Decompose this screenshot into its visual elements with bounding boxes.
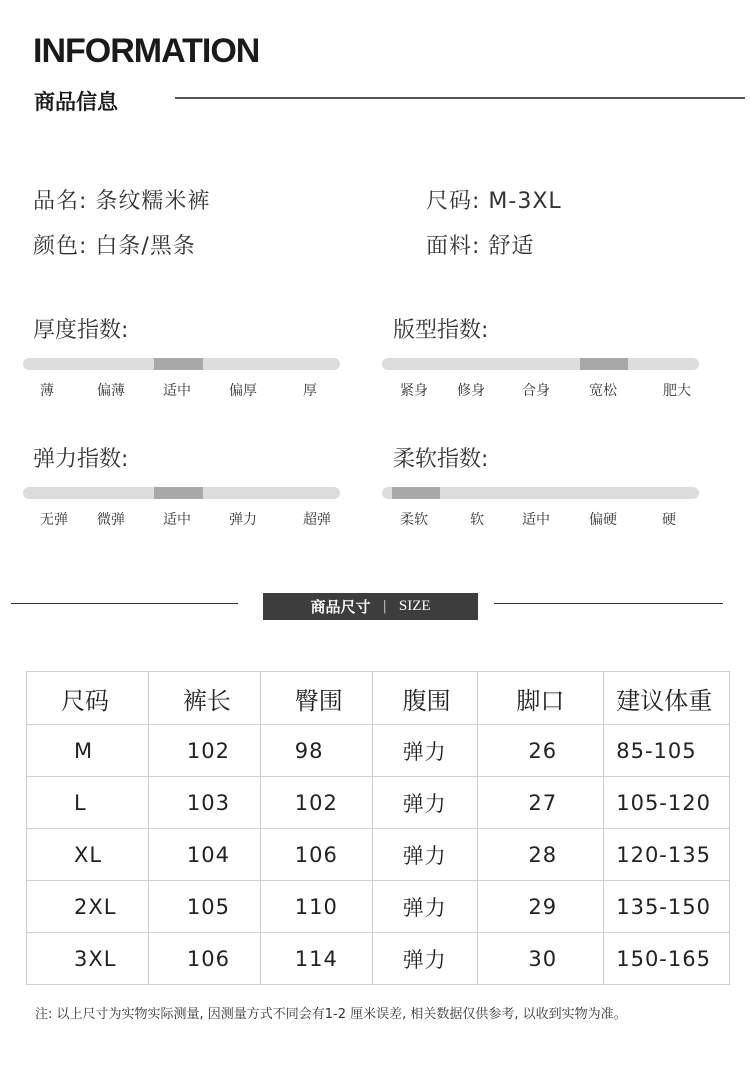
- table-cell: 30: [478, 933, 604, 985]
- index-label: 适中: [163, 383, 191, 399]
- table-cell: 102: [148, 725, 260, 777]
- table-cell: 105-120: [604, 777, 730, 829]
- size-table: [26, 671, 730, 985]
- measurement-note: 注: 以上尺寸为实物实际测量, 因测量方式不同会有1-2 厘米误差, 相关数据仅供参考, 以收到实物为准。: [35, 1007, 627, 1022]
- table-row: [27, 933, 730, 985]
- table-cell: 弹力: [372, 777, 478, 829]
- index-label: 无弹: [40, 512, 68, 528]
- table-cell: 3XL: [27, 933, 149, 985]
- fit-index-title: 版型指数:: [393, 318, 489, 343]
- index-label: 薄: [40, 383, 54, 399]
- table-cell: 105: [148, 881, 260, 933]
- table-cell: XL: [27, 829, 149, 881]
- table-header-row: [27, 672, 730, 725]
- product-fabric: 面料: 舒适: [426, 234, 535, 259]
- index-label: 厚: [303, 383, 317, 399]
- thickness-index-bar: [23, 358, 340, 370]
- softness-index-title: 柔软指数:: [393, 447, 489, 472]
- header-divider: [175, 97, 745, 99]
- size-section-label-en: SIZE: [398, 598, 431, 614]
- product-color: 颜色: 白条/黑条: [33, 234, 196, 259]
- softness-index-bar: [382, 487, 699, 499]
- index-label: 修身: [457, 383, 485, 399]
- table-cell: 2XL: [27, 881, 149, 933]
- table-cell: 103: [148, 777, 260, 829]
- index-label: 偏硬: [589, 512, 617, 528]
- index-label: 适中: [522, 512, 550, 528]
- index-label: 偏厚: [229, 383, 257, 399]
- table-cell: 弹力: [372, 933, 478, 985]
- column-header: 腹围: [372, 672, 478, 725]
- table-cell: 114: [260, 933, 372, 985]
- table-cell: 28: [478, 829, 604, 881]
- table-row: [27, 777, 730, 829]
- index-label: 超弹: [303, 512, 331, 528]
- column-header: 臀围: [260, 672, 372, 725]
- index-label: 肥大: [663, 383, 691, 399]
- table-row: [27, 829, 730, 881]
- table-cell: 85-105: [604, 725, 730, 777]
- page-title: INFORMATION: [33, 32, 260, 70]
- index-label: 偏薄: [97, 383, 125, 399]
- table-cell: 弹力: [372, 881, 478, 933]
- size-section-separator: |: [382, 599, 387, 614]
- product-size-range: 尺码: M-3XL: [426, 189, 562, 214]
- table-cell: 110: [260, 881, 372, 933]
- table-cell: 27: [478, 777, 604, 829]
- column-header: 裤长: [148, 672, 260, 725]
- index-label: 微弹: [97, 512, 125, 528]
- elasticity-index-title: 弹力指数:: [33, 447, 129, 472]
- table-cell: 弹力: [372, 829, 478, 881]
- column-header: 尺码: [27, 672, 149, 725]
- index-label: 硬: [662, 512, 676, 528]
- table-cell: 29: [478, 881, 604, 933]
- column-header: 建议体重: [604, 672, 730, 725]
- table-row: [27, 881, 730, 933]
- table-cell: 102: [260, 777, 372, 829]
- size-section-header: [263, 593, 478, 620]
- table-row: [27, 725, 730, 777]
- index-label: 宽松: [589, 383, 617, 399]
- table-cell: 104: [148, 829, 260, 881]
- table-cell: 26: [478, 725, 604, 777]
- column-header: 脚口: [478, 672, 604, 725]
- softness-index-marker: [392, 487, 440, 499]
- table-cell: 150-165: [604, 933, 730, 985]
- index-label: 软: [470, 512, 484, 528]
- thickness-index-title: 厚度指数:: [33, 318, 129, 343]
- elasticity-index-bar: [23, 487, 340, 499]
- table-cell: 106: [148, 933, 260, 985]
- index-label: 柔软: [400, 512, 428, 528]
- size-divider-right: [494, 603, 723, 604]
- size-divider-left: [11, 603, 238, 604]
- table-cell: M: [27, 725, 149, 777]
- elasticity-index-marker: [154, 487, 203, 499]
- index-label: 弹力: [229, 512, 257, 528]
- page-subtitle: 商品信息: [34, 90, 118, 114]
- index-label: 紧身: [400, 383, 428, 399]
- table-cell: 120-135: [604, 829, 730, 881]
- product-name: 品名: 条纹糯米裤: [33, 189, 211, 214]
- index-label: 适中: [163, 512, 191, 528]
- index-label: 合身: [522, 383, 550, 399]
- table-cell: 135-150: [604, 881, 730, 933]
- thickness-index-marker: [154, 358, 203, 370]
- table-cell: 98: [260, 725, 372, 777]
- table-cell: 弹力: [372, 725, 478, 777]
- table-cell: L: [27, 777, 149, 829]
- table-cell: 106: [260, 829, 372, 881]
- size-section-label-cn: 商品尺寸: [310, 598, 371, 616]
- fit-index-bar: [382, 358, 699, 370]
- fit-index-marker: [580, 358, 628, 370]
